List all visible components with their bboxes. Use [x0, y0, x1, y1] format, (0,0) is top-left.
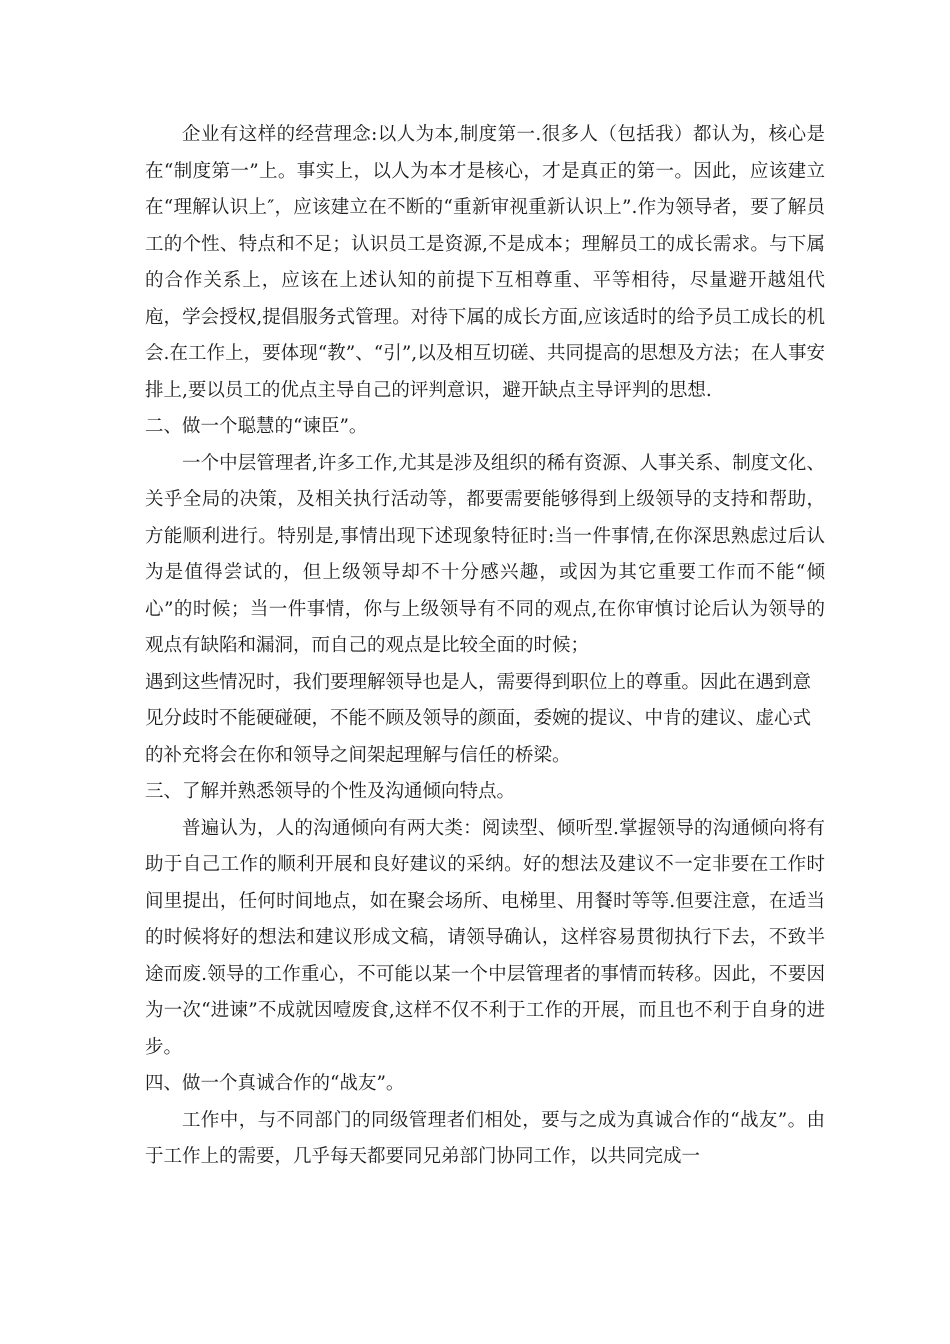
paragraph-middle-manager: 一个中层管理者,许多工作,尤其是涉及组织的稀有资源、人事关系、制度文化、关乎全局的决策，及相关执行活动等，都要需要能够得到上级领导的支持和帮助，方能顺利进行。特别是,事情出现下述现象特征时:当一件事情,在你深思熟虑过后认为是值得尝试的，但上级领导却不十分感兴趣，或因为其它重要工作而不能“倾心”的时候；当一件事情，你与上级领导有不同的观点,在你审慎讨论后认为领导的观点有缺陷和漏洞，而自己的观点是比较全面的时候；	[145, 452, 825, 656]
paragraph-communication-types: 普遍认为，人的沟通倾向有两大类：阅读型、倾听型.掌握领导的沟通倾向将有助于自己工作的顺利开展和良好建议的采纳。好的想法及建议不一定非要在工作时间里提出，任何时间地点，如在聚会场所、电梯里、用餐时等等.但要注意，在适当的时候将好的想法和建议形成文稿，请领导确认，这样容易贯彻执行下去，不致半途而废.领导的工作重心，不可能以某一个中层管理者的事情而转移。因此，不要因为一次“进谏”不成就因噎废食,这样不仅不利于工作的开展，而且也不利于自身的进步。	[145, 817, 825, 1058]
document-page	[145, 117, 825, 1176]
paragraph-cooperation: 工作中，与不同部门的同级管理者们相处，要与之成为真诚合作的“战友”。由于工作上的需要，几乎每天都要同兄弟部门协同工作，以共同完成一	[145, 1109, 825, 1167]
section-heading-communication: 三、了解并熟悉领导的个性及沟通倾向特点。	[145, 781, 516, 802]
paragraph-respect-leader: 遇到这些情况时，我们要理解领导也是人，需要得到职位上的尊重。因此在遇到意见分歧时不能硬碰硬，不能不顾及领导的颜面，委婉的提议、中肯的建议、虚心式的补充将会在你和领导之间架起理解与信任的桥梁。	[145, 671, 812, 766]
paragraph-management-philosophy: 企业有这样的经营理念:以人为本,制度第一.很多人（包括我）都认为，核心是在“制度第一”上。事实上，以人为本才是核心，才是真正的第一。因此，应该建立在“理解认识上″，应该建立在不断的“重新审视重新认识上”.作为领导者，要了解员工的个性、特点和不足；认识员工是资源,不是成本；理解员工的成长需求。与下属的合作关系上，应该在上述认知的前提下互相尊重、平等相待，尽量避开越俎代庖，学会授权,提倡服务式管理。对待下属的成长方面,应该适时的给予员工成长的机会.在工作上，要体现“教”、“引”,以及相互切磋、共同提高的思想及方法；在人事安排上,要以员工的优点主导自己的评判意识，避开缺点主导评判的思想.	[145, 124, 825, 401]
section-heading-advisor: 二、做一个聪慧的“谏臣”。	[145, 416, 368, 437]
section-heading-comrade: 四、做一个真诚合作的“战友”。	[145, 1073, 405, 1094]
